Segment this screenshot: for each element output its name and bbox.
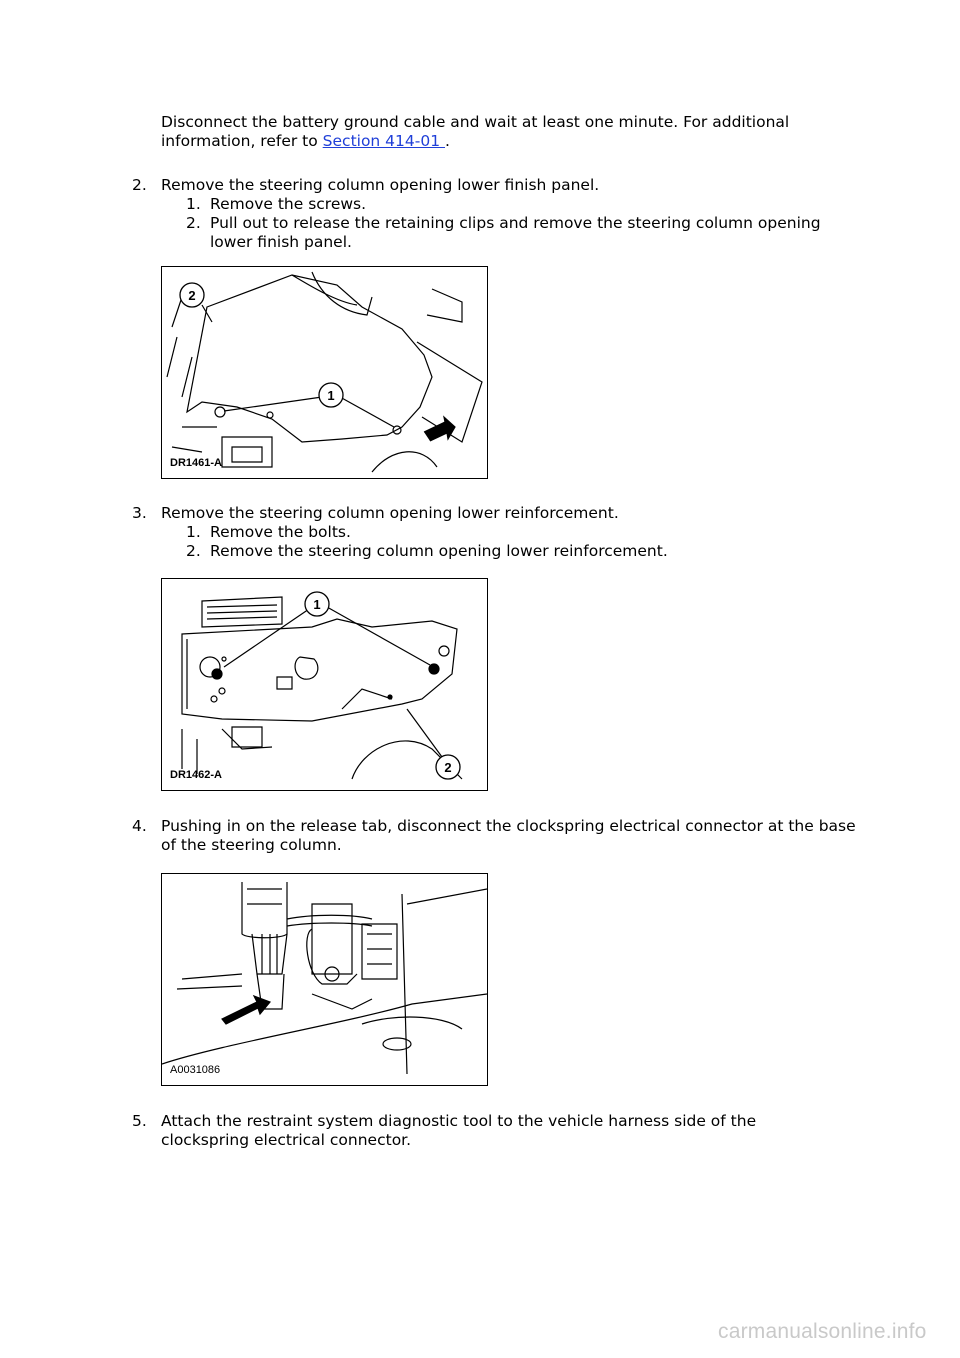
clockspring-connector-illustration: [162, 874, 487, 1085]
substep-text: Remove the steering column opening lower reinforcement.: [210, 542, 668, 560]
intro-paragraph: [161, 113, 861, 151]
step-number: 5.: [132, 1112, 147, 1130]
figure-dr1462: [161, 578, 488, 791]
intro-text-end: .: [445, 132, 450, 150]
figure-dr1461: [161, 266, 488, 479]
substep-number: 2.: [186, 214, 201, 232]
substep-number: 2.: [186, 542, 201, 560]
figure-label: A0031086: [170, 1064, 221, 1076]
section-414-01-link[interactable]: Section 414-01: [322, 132, 446, 150]
callout-2: 2: [444, 760, 452, 775]
callout-1: 1: [327, 388, 335, 403]
step-text: Pushing in on the release tab, disconnect the clockspring electrical connector at the base of the steering column.: [161, 817, 856, 854]
substep-number: 1.: [186, 523, 201, 541]
finish-panel-illustration: [162, 267, 487, 478]
step-text: Remove the steering column opening lower finish panel.: [161, 176, 600, 194]
figure-label: DR1461-A: [170, 457, 222, 469]
figure-a0031086: [161, 873, 488, 1086]
step-number: 2.: [132, 176, 147, 194]
step-text: Remove the steering column opening lower reinforcement.: [161, 504, 619, 522]
callout-1: 1: [313, 597, 321, 612]
step-text: Attach the restraint system diagnostic tool to the vehicle harness side of the clockspring electrical connector.: [161, 1112, 757, 1149]
substep-text: Pull out to release the retaining clips and remove the steering column opening lower finish panel.: [210, 214, 821, 251]
substep-text: Remove the bolts.: [210, 523, 351, 541]
figure-label: DR1462-A: [170, 769, 222, 781]
intro-text: Disconnect the battery ground cable and wait at least one minute. For additional information, refer to: [161, 113, 790, 150]
callout-2: 2: [188, 288, 196, 303]
substep-text: Remove the screws.: [210, 195, 367, 213]
watermark: carmanualsonline.info: [718, 1320, 927, 1343]
step-number: 4.: [132, 817, 147, 835]
step-number: 3.: [132, 504, 147, 522]
reinforcement-illustration: [162, 579, 487, 790]
substep-number: 1.: [186, 195, 201, 213]
